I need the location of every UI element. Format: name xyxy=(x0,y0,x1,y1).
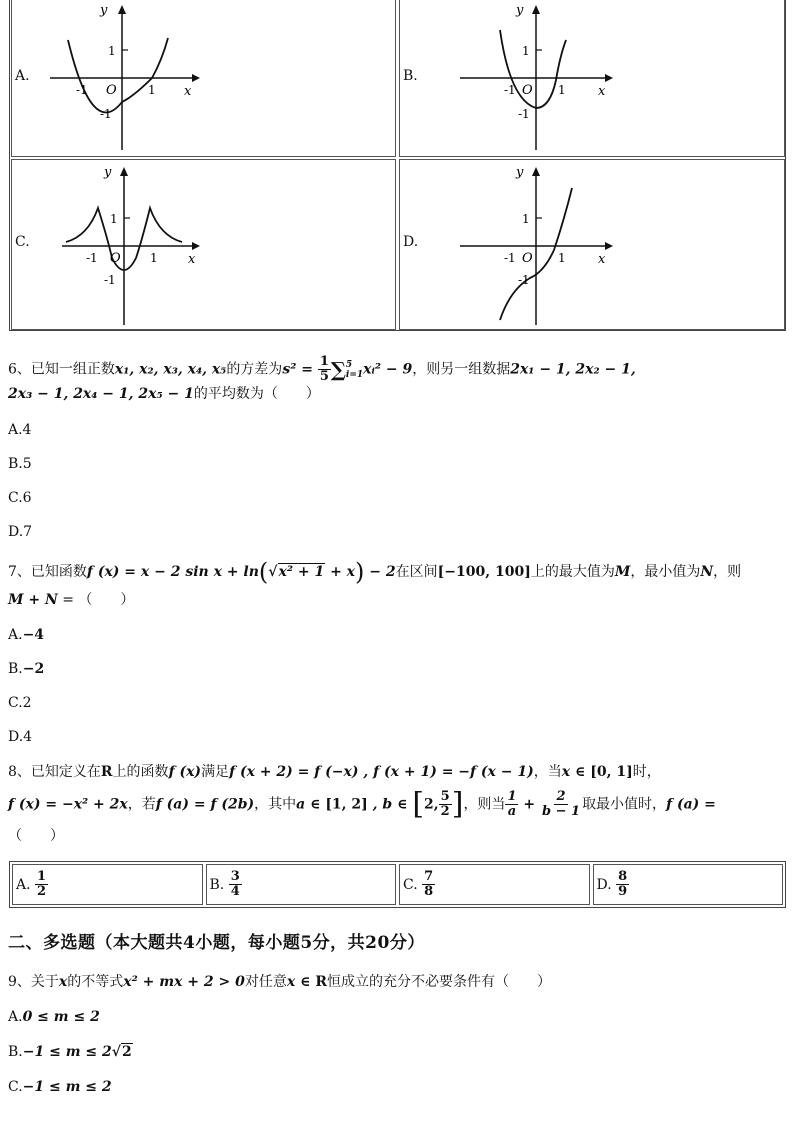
fraction: $\frac{1}{a}$ xyxy=(507,789,517,819)
q7-option-d[interactable]: D.4 xyxy=(8,729,33,745)
option-label: C. xyxy=(15,234,30,250)
graph-option-b[interactable] xyxy=(399,0,785,157)
svg-text:O: O xyxy=(522,251,533,266)
svg-text:1: 1 xyxy=(148,83,156,97)
question-8-line2: f (x) = −x² + 2x，若f (a) = f (2b)，其中a ∈ [1, 2] , b ∈ [2, $\frac{5}{2}$ ]，则当 $\frac{1}{a}$ + $\frac{2}{b - 1}$ 取最小值时，f (a) = xyxy=(8,786,716,822)
q9-option-a[interactable]: A.0 ≤ m ≤ 2 xyxy=(8,1009,100,1025)
svg-text:1: 1 xyxy=(108,44,116,58)
q9-option-b[interactable]: B.−1 ≤ m ≤ 2√2 xyxy=(8,1044,132,1060)
svg-text:1: 1 xyxy=(558,83,566,97)
q6-option-a[interactable]: A.4 xyxy=(8,422,32,438)
narrow-parabola-graph xyxy=(440,0,640,158)
graph-options-grid xyxy=(9,0,786,331)
q7-option-c[interactable]: C.2 xyxy=(8,695,32,711)
question-7-line1: 7、已知函数f (x) = x − 2 sin x + ln(√x² + 1 + x) − 2在区间[−100, 100]上的最大值为M，最小值为N，则 xyxy=(8,558,742,586)
q8-options-table xyxy=(9,861,786,908)
cubic-graph xyxy=(440,160,640,331)
graph-option-c[interactable] xyxy=(11,159,396,330)
option-label: B. xyxy=(403,68,418,84)
q6-option-d[interactable]: D.7 xyxy=(8,524,33,540)
svg-text:-1: -1 xyxy=(518,107,530,121)
q8-option-b[interactable]: B. $\frac{3}{4}$ xyxy=(206,864,397,905)
q7-option-b[interactable]: B.−2 xyxy=(8,661,45,677)
section-heading: 二、多选题（本大题共4小题，每小题5分，共20分） xyxy=(8,933,425,953)
svg-text:x: x xyxy=(598,84,606,99)
svg-text:O: O xyxy=(106,83,117,98)
question-6-line1: 6、已知一组正数x₁, x₂, x₃, x₄, x₅的方差为s² = $\frac{1}{5}$ ∑ 5 i=1 xᵢ² − 9，则另一组数据2x₁ − 1, 2x₂ − 1, xyxy=(8,354,636,384)
svg-text:-1: -1 xyxy=(76,83,88,97)
svg-text:1: 1 xyxy=(110,212,118,226)
curve xyxy=(68,38,168,112)
question-7-line2: M + N = （ ） xyxy=(8,592,135,608)
svg-text:1: 1 xyxy=(522,44,530,58)
graph-option-a[interactable] xyxy=(11,0,396,157)
axis-x-label: x xyxy=(184,84,192,99)
w-shape-graph xyxy=(42,160,242,331)
svg-text:1: 1 xyxy=(558,251,566,265)
question-8-line3: （ ） xyxy=(8,828,64,844)
q6-option-c[interactable]: C.6 xyxy=(8,490,32,506)
q6-option-b[interactable]: B.5 xyxy=(8,456,32,472)
parabola-graph xyxy=(42,0,242,158)
axis-y-label: y xyxy=(100,3,108,18)
svg-text:-1: -1 xyxy=(504,83,516,97)
q7-option-a[interactable]: A.−4 xyxy=(8,627,45,643)
fraction: $\frac{2}{b - 1}$ xyxy=(541,789,581,819)
svg-text:-1: -1 xyxy=(104,273,116,287)
fraction: $\frac{1}{5}$ xyxy=(319,354,329,384)
svg-text:x: x xyxy=(598,252,606,267)
svg-text:y: y xyxy=(516,3,524,18)
svg-text:y: y xyxy=(516,165,524,180)
svg-text:-1: -1 xyxy=(504,251,516,265)
svg-text:O: O xyxy=(522,83,533,98)
svg-text:y: y xyxy=(104,165,112,180)
svg-text:-1: -1 xyxy=(86,251,98,265)
fraction: $\frac{5}{2}$ xyxy=(440,789,450,819)
svg-text:1: 1 xyxy=(150,251,158,265)
svg-text:O: O xyxy=(110,251,121,266)
question-6-line2: 2x₃ − 1, 2x₄ − 1, 2x₅ − 1的平均数为（ ） xyxy=(8,386,320,402)
svg-text:x: x xyxy=(188,252,196,267)
q8-option-c[interactable]: C. $\frac{7}{8}$ xyxy=(399,864,590,905)
x-arrow xyxy=(192,74,200,82)
q8-option-d[interactable]: D. $\frac{8}{9}$ xyxy=(593,864,784,905)
svg-text:1: 1 xyxy=(522,212,530,226)
question-9-line1: 9、关于x的不等式x² + mx + 2 > 0对任意x ∈ R恒成立的充分不必要条件有（ ） xyxy=(8,974,551,990)
option-label: D. xyxy=(403,234,419,250)
option-label: A. xyxy=(15,68,30,84)
y-arrow xyxy=(118,5,126,14)
q9-option-c[interactable]: C.−1 ≤ m ≤ 2 xyxy=(8,1079,112,1095)
q8-option-a[interactable]: A. $\frac{1}{2}$ xyxy=(12,864,203,905)
graph-option-d[interactable] xyxy=(399,159,785,330)
question-8-line1: 8、已知定义在R上的函数f (x)满足f (x + 2) = f (−x) , f (x + 1) = −f (x − 1)，当x ∈ [0, 1]时， xyxy=(8,764,661,780)
svg-text:-1: -1 xyxy=(100,107,112,121)
svg-text:-1: -1 xyxy=(518,273,530,287)
